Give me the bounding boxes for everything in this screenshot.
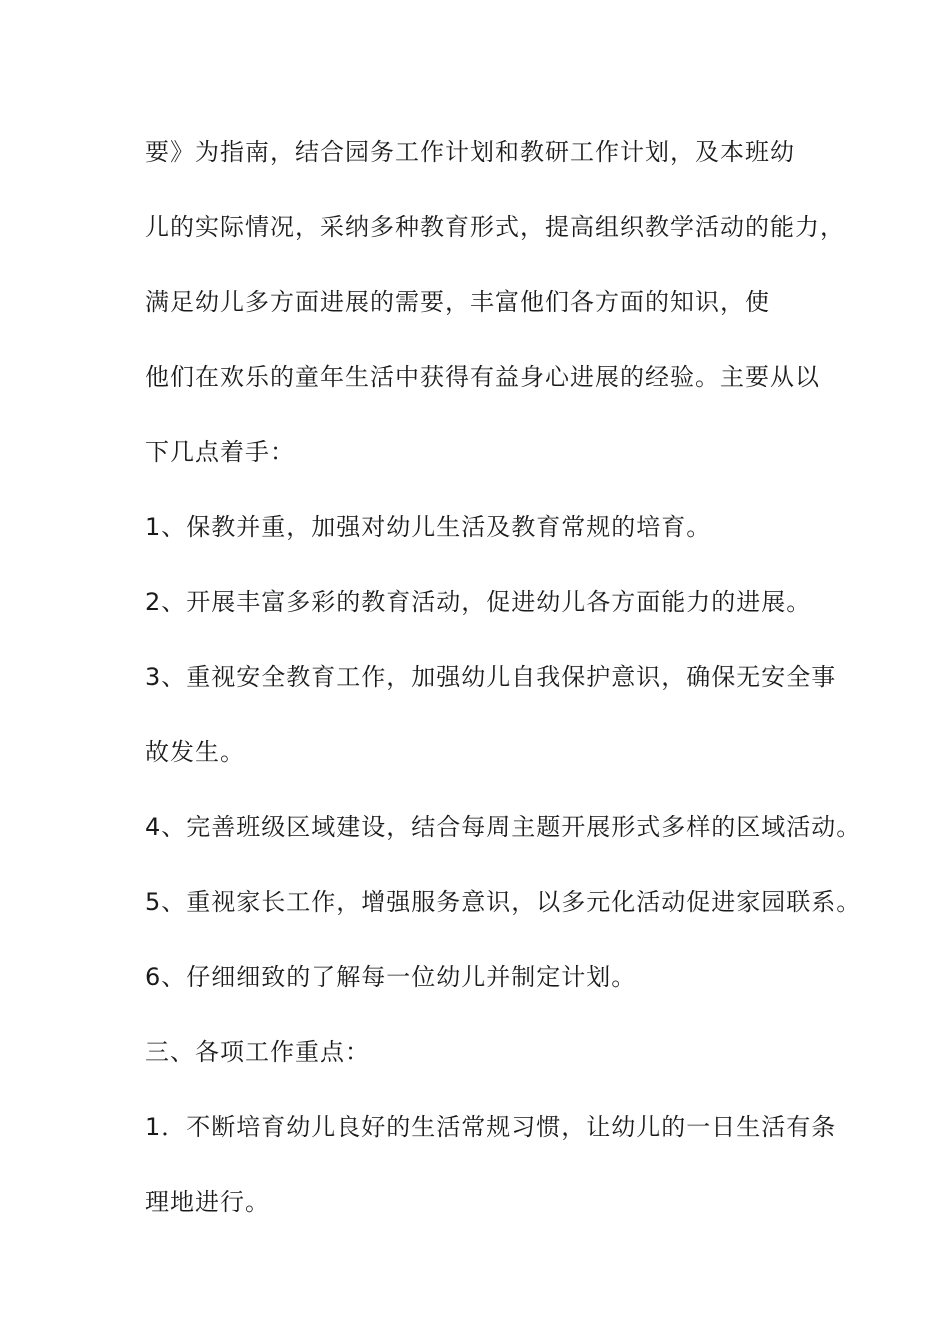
list-item: 1．不断培育幼儿良好的生活常规习惯，让幼儿的一日生活有条	[145, 1113, 837, 1141]
text-line: 满足幼儿多方面进展的需要，丰富他们各方面的知识，使	[145, 288, 770, 316]
list-item: 2、开展丰富多彩的教育活动，促进幼儿各方面能力的进展。	[145, 588, 812, 616]
list-item: 3、重视安全教育工作，加强幼儿自我保护意识，确保无安全事	[145, 663, 837, 691]
list-item: 4、完善班级区域建设，结合每周主题开展形式多样的区域活动。	[145, 813, 862, 841]
list-item: 5、重视家长工作，增强服务意识，以多元化活动促进家园联系。	[145, 888, 862, 916]
section-heading: 三、各项工作重点：	[145, 1038, 370, 1066]
list-item: 1、保教并重，加强对幼儿生活及教育常规的培育。	[145, 513, 712, 541]
list-item-continuation: 故发生。	[145, 738, 245, 766]
text-line: 下几点着手：	[145, 438, 295, 466]
list-item: 6、仔细细致的了解每一位幼儿并制定计划。	[145, 963, 637, 991]
text-line: 要》为指南，结合园务工作计划和教研工作计划，及本班幼	[145, 138, 795, 166]
list-item-continuation: 理地进行。	[145, 1188, 270, 1216]
text-line: 他们在欢乐的童年生活中获得有益身心进展的经验。主要从以	[145, 363, 820, 391]
text-line: 儿的实际情况，采纳多种教育形式，提高组织教学活动的能力，	[145, 213, 845, 241]
